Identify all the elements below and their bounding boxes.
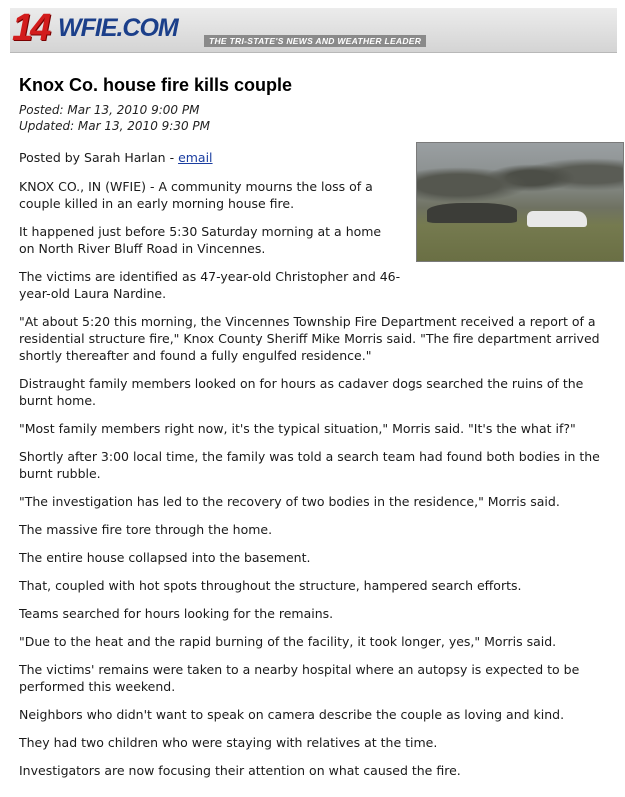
paragraph: That, coupled with hot spots throughout the structure, hampered search efforts. <box>19 578 522 593</box>
headline: Knox Co. house fire kills couple <box>19 75 293 95</box>
article <box>19 72 609 779</box>
email-link[interactable]: email <box>178 150 213 165</box>
fire-scene-photo <box>416 142 624 262</box>
paragraph: "Due to the heat and the rapid burning of the facility, it took longer, yes," Morris said. <box>19 634 557 649</box>
paragraph: "At about 5:20 this morning, the Vincennes Township Fire Department received a report of a residential structure fire," Knox County Sheriff Mike Morris said. "The fire department arrived shortly thereafter and found a fully engulfed residence." <box>19 314 600 363</box>
paragraph: The victims' remains were taken to a nearby hospital where an autopsy is expected to be performed this weekend. <box>19 662 580 694</box>
paragraph: Neighbors who didn't want to speak on camera describe the couple as loving and kind. <box>19 707 565 722</box>
paragraph: "The investigation has led to the recovery of two bodies in the residence," Morris said. <box>19 494 560 509</box>
article-body <box>19 178 609 779</box>
article-timestamps <box>19 102 609 134</box>
paragraph: They had two children who were staying with relatives at the time. <box>19 735 438 750</box>
paragraph: Distraught family members looked on for hours as cadaver dogs searched the ruins of the burnt home. <box>19 376 584 408</box>
paragraph: The victims are identified as 47-year-old Christopher and 46-year-old Laura Nardine. <box>19 269 401 301</box>
paragraph: Investigators are now focusing their attention on what caused the fire. <box>19 763 461 778</box>
posted-date: Posted: Mar 13, 2010 9:00 PM <box>19 103 200 117</box>
paragraph: Shortly after 3:00 local time, the family was told a search team had found both bodies in the burnt rubble. <box>19 449 600 481</box>
paragraph: Teams searched for hours looking for the remains. <box>19 606 334 621</box>
site-banner[interactable] <box>10 8 617 53</box>
byline-author: Posted by Sarah Harlan - <box>19 150 179 165</box>
site-tagline: THE TRI-STATE'S NEWS AND WEATHER LEADER <box>204 35 426 47</box>
paragraph: "Most family members right now, it's the typical situation," Morris said. "It's the what if?" <box>19 421 576 436</box>
logo-domain: WFIE.COM <box>58 14 178 42</box>
paragraph: The massive fire tore through the home. <box>19 522 273 537</box>
paragraph: The entire house collapsed into the basement. <box>19 550 311 565</box>
paragraph: KNOX CO., IN (WFIE) - A community mourns the loss of a couple killed in an early morning house fire. <box>19 179 373 211</box>
logo-number: 14 <box>12 7 49 49</box>
updated-date: Updated: Mar 13, 2010 9:30 PM <box>19 119 210 133</box>
paragraph: It happened just before 5:30 Saturday morning at a home on North River Bluff Road in Vincennes. <box>19 224 382 256</box>
